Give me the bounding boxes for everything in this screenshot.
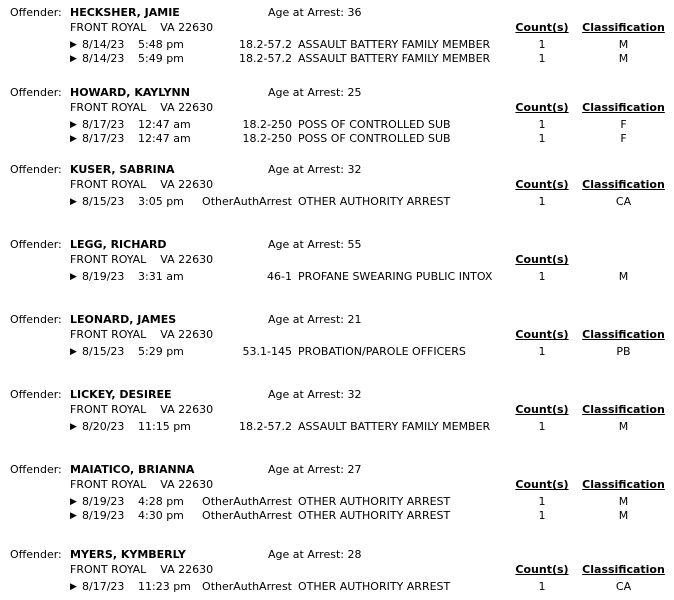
charge-rows bbox=[0, 118, 674, 146]
row-arrow-icon: ▶ bbox=[70, 422, 77, 432]
charge-count: 1 bbox=[538, 509, 546, 522]
charge-code: 18.2-57.2 bbox=[239, 420, 292, 433]
offender-block bbox=[0, 388, 674, 434]
charge-date: 8/14/23 bbox=[82, 38, 125, 51]
charge-classification: F bbox=[620, 118, 627, 131]
offender-address-line bbox=[0, 100, 674, 115]
offender-label: Offender: bbox=[10, 388, 62, 401]
charge-classification: M bbox=[618, 52, 629, 65]
charge-description: PROFANE SWEARING PUBLIC INTOX bbox=[298, 270, 493, 283]
offender-header-line bbox=[0, 238, 674, 252]
counts-column-header: Count(s) bbox=[515, 178, 569, 191]
charge-description: ASSAULT BATTERY FAMILY MEMBER bbox=[298, 420, 491, 433]
charge-code: 18.2-250 bbox=[242, 132, 292, 145]
offender-block bbox=[0, 463, 674, 523]
charge-time: 3:05 pm bbox=[138, 195, 184, 208]
offender-address: FRONT ROYAL VA 22630 bbox=[70, 563, 214, 576]
offender-header-line bbox=[0, 163, 674, 177]
charge-classification: M bbox=[618, 420, 629, 433]
charge-time: 5:49 pm bbox=[138, 52, 184, 65]
charge-rows bbox=[0, 195, 674, 209]
charge-datetime bbox=[70, 495, 200, 509]
offender-block bbox=[0, 238, 674, 284]
row-arrow-icon: ▶ bbox=[70, 120, 77, 130]
row-arrow-icon: ▶ bbox=[70, 197, 77, 207]
charge-row bbox=[0, 509, 674, 523]
offender-address: FRONT ROYAL VA 22630 bbox=[70, 328, 214, 341]
charge-code: OtherAuthArrest bbox=[202, 509, 292, 522]
counts-column-header: Count(s) bbox=[515, 101, 569, 114]
offender-name: HECKSHER, JAMIE bbox=[70, 6, 180, 19]
charge-datetime bbox=[70, 195, 200, 209]
charge-date: 8/15/23 bbox=[82, 345, 125, 358]
row-arrow-icon: ▶ bbox=[70, 511, 77, 521]
charge-rows bbox=[0, 495, 674, 523]
row-arrow-icon: ▶ bbox=[70, 497, 77, 507]
offender-block bbox=[0, 163, 674, 209]
offender-header-line bbox=[0, 6, 674, 20]
offender-label: Offender: bbox=[10, 6, 62, 19]
offender-header-line bbox=[0, 463, 674, 477]
age-at-arrest: Age at Arrest: 36 bbox=[268, 6, 362, 19]
charge-count: 1 bbox=[538, 345, 546, 358]
charge-time: 11:23 pm bbox=[138, 580, 191, 593]
charge-classification: CA bbox=[615, 195, 632, 208]
charge-date: 8/20/23 bbox=[82, 420, 125, 433]
row-arrow-icon: ▶ bbox=[70, 54, 77, 64]
charge-time: 3:31 am bbox=[138, 270, 184, 283]
charge-time: 5:48 pm bbox=[138, 38, 184, 51]
charge-date: 8/17/23 bbox=[82, 132, 125, 145]
offender-address: FRONT ROYAL VA 22630 bbox=[70, 101, 214, 114]
charge-date: 8/19/23 bbox=[82, 509, 125, 522]
charge-classification: CA bbox=[615, 580, 632, 593]
counts-column-header: Count(s) bbox=[515, 478, 569, 491]
charge-row bbox=[0, 118, 674, 132]
charge-code: 53.1-145 bbox=[242, 345, 292, 358]
charge-datetime bbox=[70, 52, 200, 66]
charge-description: ASSAULT BATTERY FAMILY MEMBER bbox=[298, 52, 491, 65]
charge-rows bbox=[0, 420, 674, 434]
charge-date: 8/14/23 bbox=[82, 52, 125, 65]
offender-address-line bbox=[0, 252, 674, 267]
charge-datetime bbox=[70, 345, 200, 359]
charge-description: OTHER AUTHORITY ARREST bbox=[298, 195, 451, 208]
offender-block bbox=[0, 548, 674, 594]
offender-name: MAIATICO, BRIANNA bbox=[70, 463, 195, 476]
offender-name: LICKEY, DESIREE bbox=[70, 388, 172, 401]
offender-header-line bbox=[0, 313, 674, 327]
charge-count: 1 bbox=[538, 118, 546, 131]
offender-address-line bbox=[0, 20, 674, 35]
charge-count: 1 bbox=[538, 132, 546, 145]
charge-rows bbox=[0, 38, 674, 66]
classification-column-header: Classification bbox=[582, 563, 665, 576]
charge-description: POSS OF CONTROLLED SUB bbox=[298, 132, 451, 145]
age-at-arrest: Age at Arrest: 55 bbox=[268, 238, 362, 251]
charge-time: 5:29 pm bbox=[138, 345, 184, 358]
charge-row bbox=[0, 195, 674, 209]
offender-name: LEONARD, JAMES bbox=[70, 313, 177, 326]
classification-column-header: Classification bbox=[582, 328, 665, 341]
offender-address: FRONT ROYAL VA 22630 bbox=[70, 21, 214, 34]
charge-time: 12:47 am bbox=[138, 132, 191, 145]
offender-address-line bbox=[0, 177, 674, 192]
charge-row bbox=[0, 270, 674, 284]
offender-header-line bbox=[0, 548, 674, 562]
charge-time: 4:28 pm bbox=[138, 495, 184, 508]
charge-code: 18.2-250 bbox=[242, 118, 292, 131]
charge-description: ASSAULT BATTERY FAMILY MEMBER bbox=[298, 38, 491, 51]
charge-code: OtherAuthArrest bbox=[202, 495, 292, 508]
charge-date: 8/17/23 bbox=[82, 580, 125, 593]
offender-address: FRONT ROYAL VA 22630 bbox=[70, 178, 214, 191]
age-at-arrest: Age at Arrest: 25 bbox=[268, 86, 362, 99]
age-at-arrest: Age at Arrest: 27 bbox=[268, 463, 362, 476]
charge-description: OTHER AUTHORITY ARREST bbox=[298, 580, 451, 593]
classification-column-header: Classification bbox=[582, 101, 665, 114]
charge-count: 1 bbox=[538, 495, 546, 508]
charge-row bbox=[0, 420, 674, 434]
charge-classification: PB bbox=[616, 345, 631, 358]
charge-datetime bbox=[70, 132, 200, 146]
charge-code: 46-1 bbox=[267, 270, 292, 283]
charge-classification: M bbox=[618, 270, 629, 283]
charge-row bbox=[0, 52, 674, 66]
counts-column-header: Count(s) bbox=[515, 328, 569, 341]
counts-column-header: Count(s) bbox=[515, 563, 569, 576]
offender-block bbox=[0, 86, 674, 146]
offender-address-line bbox=[0, 327, 674, 342]
charge-row bbox=[0, 495, 674, 509]
offender-header-line bbox=[0, 86, 674, 100]
charge-date: 8/17/23 bbox=[82, 118, 125, 131]
charge-time: 4:30 pm bbox=[138, 509, 184, 522]
row-arrow-icon: ▶ bbox=[70, 134, 77, 144]
offender-name: LEGG, RICHARD bbox=[70, 238, 167, 251]
charge-count: 1 bbox=[538, 38, 546, 51]
charge-classification: M bbox=[618, 509, 629, 522]
charge-classification: M bbox=[618, 495, 629, 508]
offender-label: Offender: bbox=[10, 163, 62, 176]
charge-code: OtherAuthArrest bbox=[202, 195, 292, 208]
offender-label: Offender: bbox=[10, 86, 62, 99]
charge-count: 1 bbox=[538, 270, 546, 283]
charge-count: 1 bbox=[538, 420, 546, 433]
charge-code: OtherAuthArrest bbox=[202, 580, 292, 593]
charge-time: 11:15 pm bbox=[138, 420, 191, 433]
offender-label: Offender: bbox=[10, 313, 62, 326]
charge-description: POSS OF CONTROLLED SUB bbox=[298, 118, 451, 131]
charge-rows bbox=[0, 580, 674, 594]
charge-row bbox=[0, 132, 674, 146]
counts-column-header: Count(s) bbox=[515, 403, 569, 416]
offender-name: KUSER, SABRINA bbox=[70, 163, 175, 176]
offender-label: Offender: bbox=[10, 238, 62, 251]
charge-classification: F bbox=[620, 132, 627, 145]
charge-row bbox=[0, 580, 674, 594]
charge-row bbox=[0, 38, 674, 52]
charge-code: 18.2-57.2 bbox=[239, 52, 292, 65]
offender-name: MYERS, KYMBERLY bbox=[70, 548, 186, 561]
charge-code: 18.2-57.2 bbox=[239, 38, 292, 51]
offender-address-line bbox=[0, 562, 674, 577]
charge-description: OTHER AUTHORITY ARREST bbox=[298, 495, 451, 508]
row-arrow-icon: ▶ bbox=[70, 272, 77, 282]
charge-rows bbox=[0, 270, 674, 284]
offender-address: FRONT ROYAL VA 22630 bbox=[70, 403, 214, 416]
offender-block bbox=[0, 313, 674, 359]
offender-label: Offender: bbox=[10, 463, 62, 476]
charge-datetime bbox=[70, 118, 200, 132]
row-arrow-icon: ▶ bbox=[70, 582, 77, 592]
offender-label: Offender: bbox=[10, 548, 62, 561]
offender-name: HOWARD, KAYLYNN bbox=[70, 86, 190, 99]
offender-address: FRONT ROYAL VA 22630 bbox=[70, 478, 214, 491]
charge-description: PROBATION/PAROLE OFFICERS bbox=[298, 345, 466, 358]
offender-address-line bbox=[0, 402, 674, 417]
charge-datetime bbox=[70, 420, 200, 434]
age-at-arrest: Age at Arrest: 32 bbox=[268, 388, 362, 401]
charge-rows bbox=[0, 345, 674, 359]
charge-datetime bbox=[70, 270, 200, 284]
charge-datetime bbox=[70, 38, 200, 52]
charge-date: 8/19/23 bbox=[82, 270, 125, 283]
charge-count: 1 bbox=[538, 195, 546, 208]
counts-column-header: Count(s) bbox=[515, 253, 569, 266]
age-at-arrest: Age at Arrest: 28 bbox=[268, 548, 362, 561]
age-at-arrest: Age at Arrest: 32 bbox=[268, 163, 362, 176]
offender-header-line bbox=[0, 388, 674, 402]
charge-datetime bbox=[70, 509, 200, 523]
counts-column-header: Count(s) bbox=[515, 21, 569, 34]
charge-date: 8/15/23 bbox=[82, 195, 125, 208]
offender-block bbox=[0, 6, 674, 66]
age-at-arrest: Age at Arrest: 21 bbox=[268, 313, 362, 326]
row-arrow-icon: ▶ bbox=[70, 347, 77, 357]
offender-address-line bbox=[0, 477, 674, 492]
charge-classification: M bbox=[618, 38, 629, 51]
charge-count: 1 bbox=[538, 52, 546, 65]
classification-column-header: Classification bbox=[582, 478, 665, 491]
classification-column-header: Classification bbox=[582, 178, 665, 191]
charge-date: 8/19/23 bbox=[82, 495, 125, 508]
classification-column-header: Classification bbox=[582, 403, 665, 416]
charge-datetime bbox=[70, 580, 200, 594]
row-arrow-icon: ▶ bbox=[70, 40, 77, 50]
charge-time: 12:47 am bbox=[138, 118, 191, 131]
charge-count: 1 bbox=[538, 580, 546, 593]
charge-row bbox=[0, 345, 674, 359]
offender-address: FRONT ROYAL VA 22630 bbox=[70, 253, 214, 266]
classification-column-header: Classification bbox=[582, 21, 665, 34]
charge-description: OTHER AUTHORITY ARREST bbox=[298, 509, 451, 522]
